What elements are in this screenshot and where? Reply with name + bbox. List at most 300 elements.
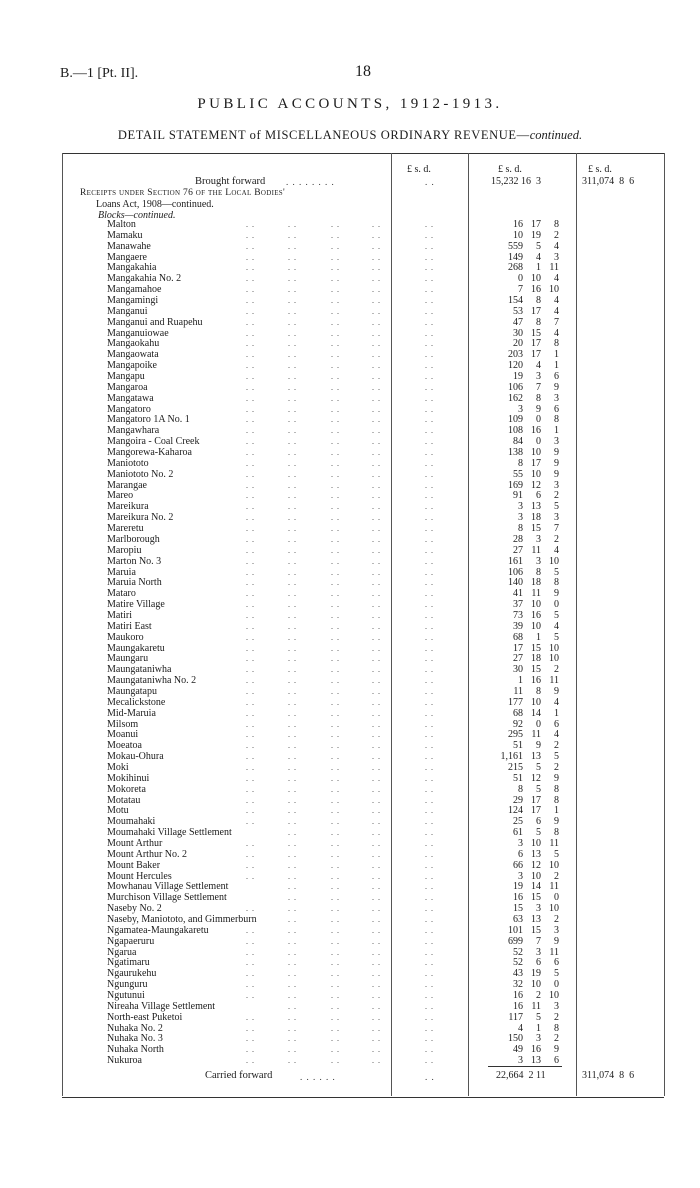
amount-pounds: 124 bbox=[508, 805, 523, 817]
amount-shillings: 8 bbox=[536, 295, 541, 307]
dot-leader: . . bbox=[288, 610, 297, 620]
dot-leader: . . bbox=[246, 263, 255, 273]
amount-shillings: 16 bbox=[531, 1044, 541, 1056]
amount-shillings: 8 bbox=[536, 685, 541, 697]
table-row bbox=[0, 1045, 700, 1056]
dot-leader: . . bbox=[372, 469, 381, 479]
amount-shillings: 14 bbox=[531, 707, 541, 719]
dot-leader: . . bbox=[372, 925, 381, 935]
dot-leader: . . bbox=[425, 469, 434, 479]
dot-leader: . . bbox=[288, 1034, 297, 1044]
amount-pence: 5 bbox=[554, 631, 559, 643]
amount-shillings: 6 bbox=[536, 816, 541, 828]
amount-pounds: 8 bbox=[518, 523, 523, 535]
dot-leader: . . bbox=[288, 991, 297, 1001]
block-name: Moanui bbox=[107, 729, 139, 741]
dot-leader: . . bbox=[331, 404, 340, 414]
dot-leader: . . bbox=[246, 513, 255, 523]
amount-pence: 11 bbox=[549, 881, 559, 893]
amount-shillings: 9 bbox=[536, 740, 541, 752]
dot-leader: . . bbox=[425, 1034, 434, 1044]
dot-leader: . . bbox=[372, 795, 381, 805]
dot-leader: . . bbox=[372, 600, 381, 610]
dot-leader: . . bbox=[331, 361, 340, 371]
amount-shillings: 3 bbox=[536, 903, 541, 915]
amount-pounds: 16 bbox=[513, 1000, 523, 1012]
dot-leader: . . bbox=[331, 241, 340, 251]
dot-leader: . . bbox=[246, 773, 255, 783]
amount-pounds: 16 bbox=[513, 990, 523, 1002]
dot-leader: . . bbox=[372, 306, 381, 316]
amount-shillings: 11 bbox=[531, 588, 541, 600]
block-name: Mount Arthur No. 2 bbox=[107, 848, 187, 860]
amount-pence: 4 bbox=[554, 620, 559, 632]
dot-leader: . . bbox=[246, 806, 255, 816]
dot-leader: . . bbox=[372, 915, 381, 924]
dot-leader: . . bbox=[246, 1023, 255, 1033]
dot-leader: . . bbox=[425, 285, 434, 295]
dot-leader: . . bbox=[372, 361, 381, 371]
dot-leader: . . bbox=[288, 534, 297, 544]
dot-leader: . . bbox=[425, 524, 434, 534]
block-name: Mamaku bbox=[107, 229, 143, 241]
dot-leader: . . bbox=[372, 317, 381, 327]
dot-leader: . . bbox=[288, 838, 297, 848]
section-heading-line3: Blocks—continued. bbox=[98, 210, 176, 221]
block-name: Mecalickstone bbox=[107, 696, 166, 708]
amount-shillings: 6 bbox=[536, 490, 541, 502]
amount-pounds: 51 bbox=[513, 772, 523, 784]
table-row bbox=[0, 698, 700, 709]
amount-shillings: 15 bbox=[531, 924, 541, 936]
amount-pence: 6 bbox=[554, 1055, 559, 1067]
amount-shillings: 16 bbox=[531, 609, 541, 621]
amount-shillings: 11 bbox=[531, 1000, 541, 1012]
amount-pounds: 25 bbox=[513, 816, 523, 828]
dot-leader: . . bbox=[425, 220, 434, 229]
dot-leader: . . bbox=[425, 296, 434, 306]
dot-leader: . . bbox=[425, 980, 434, 990]
amount-pounds: 138 bbox=[508, 447, 523, 459]
dot-leader: . . bbox=[372, 339, 381, 349]
table-row bbox=[0, 893, 700, 904]
amount-pounds: 20 bbox=[513, 338, 523, 350]
dot-leader: . . bbox=[372, 860, 381, 870]
amount-pence: 5 bbox=[554, 848, 559, 860]
dot-leader: . . bbox=[425, 947, 434, 957]
block-name: Maropiu bbox=[107, 544, 142, 556]
amount-shillings: 3 bbox=[536, 533, 541, 545]
dot-leader: . . bbox=[288, 860, 297, 870]
dot-leader: . . bbox=[288, 773, 297, 783]
dot-leader: . . bbox=[288, 915, 297, 924]
amount-pence: 8 bbox=[554, 219, 559, 230]
dot-leader: . . bbox=[331, 382, 340, 392]
dot-leader: . . bbox=[372, 502, 381, 512]
dot-leader: . . bbox=[425, 643, 434, 653]
amount-shillings: 7 bbox=[536, 381, 541, 393]
dot-leader: . . bbox=[331, 437, 340, 447]
dot-leader: . . bbox=[288, 458, 297, 468]
dot-leader: . . bbox=[288, 730, 297, 740]
table-row bbox=[0, 459, 700, 470]
amount-shillings: 5 bbox=[536, 1011, 541, 1023]
dot-leader: . . bbox=[246, 610, 255, 620]
block-name: Maungataniwha bbox=[107, 664, 172, 676]
block-name: Mangaowata bbox=[107, 349, 159, 361]
dot-leader: . . bbox=[288, 220, 297, 229]
block-name: Ngarua bbox=[107, 946, 137, 958]
dot-leader: . . bbox=[288, 339, 297, 349]
dot-leader: . . bbox=[425, 393, 434, 403]
dot-leader: . . bbox=[331, 1001, 340, 1011]
dot-leader: . . bbox=[288, 1045, 297, 1055]
dot-leader: . . bbox=[331, 556, 340, 566]
dot-leader: . . bbox=[246, 404, 255, 414]
amount-pounds: 1,161 bbox=[500, 751, 523, 763]
block-name: Mangawhara bbox=[107, 425, 160, 437]
amount-pence: 3 bbox=[554, 479, 559, 491]
table-row bbox=[0, 937, 700, 948]
amount-pounds: 150 bbox=[508, 1033, 523, 1045]
dot-leader: . . bbox=[425, 1001, 434, 1011]
dot-leader: . . bbox=[246, 795, 255, 805]
amount-pounds: 92 bbox=[513, 718, 523, 730]
dot-leader: . . bbox=[425, 632, 434, 642]
dot-leader: . . bbox=[246, 350, 255, 360]
dot-leader: . . bbox=[246, 567, 255, 577]
amount-pence: 6 bbox=[554, 718, 559, 730]
dot-leader: . . bbox=[246, 241, 255, 251]
dot-leader: . . bbox=[331, 426, 340, 436]
block-name: Mowhanau Village Settlement bbox=[107, 881, 229, 893]
amount-pence: 9 bbox=[554, 685, 559, 697]
dot-leader: . . bbox=[425, 230, 434, 240]
dot-leader: . . bbox=[372, 350, 381, 360]
amount-pounds: 51 bbox=[513, 740, 523, 752]
amount-shillings: 10 bbox=[531, 599, 541, 611]
block-name: Mount Arthur bbox=[107, 837, 163, 849]
dot-leader: . . bbox=[331, 545, 340, 555]
dot-leader: . . bbox=[425, 969, 434, 979]
table-row bbox=[0, 817, 700, 828]
amount-shillings: 10 bbox=[531, 870, 541, 882]
amount-pence: 10 bbox=[549, 859, 559, 871]
dot-leader: . . bbox=[372, 426, 381, 436]
table-row bbox=[0, 861, 700, 872]
dot-leader: . . bbox=[288, 524, 297, 534]
dot-leader: . . bbox=[331, 1034, 340, 1044]
amount-shillings: 0 bbox=[536, 718, 541, 730]
dot-leader: . . bbox=[246, 534, 255, 544]
dot-leader: . . bbox=[246, 480, 255, 490]
dot-leader: . . bbox=[246, 328, 255, 338]
dot-leader: . . bbox=[288, 708, 297, 718]
dot-leader: . . bbox=[425, 697, 434, 707]
dot-leader: . . bbox=[425, 350, 434, 360]
amount-pence: 4 bbox=[554, 696, 559, 708]
amount-shillings: 17 bbox=[531, 338, 541, 350]
amount-pounds: 52 bbox=[513, 957, 523, 969]
amount-pounds: 91 bbox=[513, 490, 523, 502]
amount-pounds: 29 bbox=[513, 794, 523, 806]
dot-leader: . . bbox=[425, 925, 434, 935]
block-name: Mid-Maruia bbox=[107, 707, 156, 719]
dot-leader: . . bbox=[246, 545, 255, 555]
block-name: Ngamatea-Maungakaretu bbox=[107, 924, 209, 936]
dot-leader: . . bbox=[425, 328, 434, 338]
dot-leader: . . bbox=[425, 448, 434, 458]
dot-leader: . . bbox=[246, 600, 255, 610]
dot-leader: . . bbox=[288, 849, 297, 859]
amount-pence: 4 bbox=[554, 273, 559, 285]
amount-pence: 3 bbox=[554, 251, 559, 263]
table-row bbox=[0, 1013, 700, 1024]
dot-leader: . . bbox=[425, 773, 434, 783]
dot-leader: . . bbox=[246, 676, 255, 686]
table-row bbox=[0, 437, 700, 448]
amount-pence: 3 bbox=[554, 924, 559, 936]
amount-shillings: 14 bbox=[531, 881, 541, 893]
table-row bbox=[0, 426, 700, 437]
section-heading-line1: Receipts under Section 76 of the Local Bodies' bbox=[80, 188, 286, 198]
dot-leader: . . bbox=[425, 480, 434, 490]
dot-leader: . . bbox=[288, 491, 297, 501]
block-name: Mangaere bbox=[107, 251, 147, 263]
dot-leader: . . bbox=[425, 458, 434, 468]
dot-leader: . . bbox=[246, 741, 255, 751]
dot-leader: . . bbox=[372, 296, 381, 306]
dot-leader: . . bbox=[331, 274, 340, 284]
dot-leader: . . bbox=[425, 665, 434, 675]
table-row bbox=[0, 980, 700, 991]
dot-leader: . . bbox=[331, 762, 340, 772]
amount-shillings: 2 bbox=[536, 990, 541, 1002]
dot-leader: . . bbox=[331, 306, 340, 316]
dot-leader: . . bbox=[246, 469, 255, 479]
amount-pence: 1 bbox=[554, 805, 559, 817]
dot-leader: . . bbox=[288, 654, 297, 664]
dot-leader: . . bbox=[372, 1001, 381, 1011]
amount-shillings: 0 bbox=[536, 414, 541, 426]
amount-shillings: 17 bbox=[531, 349, 541, 361]
amount-shillings: 5 bbox=[536, 240, 541, 252]
dot-leader: . . bbox=[425, 372, 434, 382]
dot-leader: . . bbox=[372, 437, 381, 447]
table-row bbox=[0, 611, 700, 622]
table-row bbox=[0, 882, 700, 893]
dot-leader: . . bbox=[288, 545, 297, 555]
dot-leader: . . bbox=[331, 415, 340, 425]
block-name: Mangamahoe bbox=[107, 284, 162, 296]
amount-pounds: 15 bbox=[513, 903, 523, 915]
dot-leader: . . bbox=[331, 686, 340, 696]
block-name: Nuhaka No. 2 bbox=[107, 1022, 163, 1034]
dot-leader: . . bbox=[288, 893, 297, 903]
amount-pence: 3 bbox=[554, 1000, 559, 1012]
table-row bbox=[0, 546, 700, 557]
dot-leader: . . bbox=[425, 828, 434, 838]
amount-shillings: 13 bbox=[531, 848, 541, 860]
amount-pence: 8 bbox=[554, 338, 559, 350]
amount-pounds: 295 bbox=[508, 729, 523, 741]
dot-leader: . . bbox=[425, 882, 434, 892]
dot-leader: . . bbox=[331, 860, 340, 870]
amount-pence: 2 bbox=[554, 229, 559, 241]
table-row bbox=[0, 242, 700, 253]
block-name: Nukuroa bbox=[107, 1055, 142, 1067]
dot-leader: . . bbox=[425, 556, 434, 566]
dot-leader: . . bbox=[372, 415, 381, 425]
amount-pounds: 3 bbox=[518, 837, 523, 849]
dot-leader: . . bbox=[246, 697, 255, 707]
dot-leader: . . bbox=[425, 719, 434, 729]
amount-pounds: 699 bbox=[508, 935, 523, 947]
amount-pounds: 3 bbox=[518, 512, 523, 524]
amount-pence: 9 bbox=[554, 447, 559, 459]
amount-shillings: 10 bbox=[531, 620, 541, 632]
amount-shillings: 5 bbox=[536, 783, 541, 795]
amount-pence: 5 bbox=[554, 501, 559, 513]
dot-leader: . . bbox=[425, 578, 434, 588]
dot-leader: . . bbox=[372, 285, 381, 295]
dot-leader: . . bbox=[331, 741, 340, 751]
amount-pence: 8 bbox=[554, 794, 559, 806]
amount-pounds: 3 bbox=[518, 501, 523, 513]
block-name: Maniototo No. 2 bbox=[107, 468, 174, 480]
amount-pounds: 8 bbox=[518, 783, 523, 795]
dot-leader: . . bbox=[331, 958, 340, 968]
dot-leader: . . bbox=[331, 480, 340, 490]
table-row bbox=[0, 513, 700, 524]
block-name: Maungakaretu bbox=[107, 642, 165, 654]
amount-shillings: 19 bbox=[531, 229, 541, 241]
dot-leader: . . bbox=[288, 643, 297, 653]
dot-leader: . . bbox=[288, 285, 297, 295]
dot-leader: . . bbox=[372, 230, 381, 240]
dot-leader: . . bbox=[246, 415, 255, 425]
amount-shillings: 16 bbox=[531, 425, 541, 437]
dot-leader: . . bbox=[372, 665, 381, 675]
dot-leader: . . bbox=[331, 469, 340, 479]
dot-leader: . . bbox=[372, 328, 381, 338]
amount-pounds: 16 bbox=[513, 219, 523, 230]
table-row bbox=[0, 405, 700, 416]
dot-leader: . . bbox=[372, 1023, 381, 1033]
dot-leader: . . bbox=[246, 285, 255, 295]
block-name: Mataro bbox=[107, 588, 136, 600]
dot-leader: . . bbox=[331, 947, 340, 957]
amount-pence: 4 bbox=[554, 240, 559, 252]
dot-leader: . . bbox=[372, 556, 381, 566]
amount-shillings: 8 bbox=[536, 392, 541, 404]
table-row bbox=[0, 394, 700, 405]
dot-leader: . . bbox=[425, 860, 434, 870]
amount-pence: 5 bbox=[554, 968, 559, 980]
dot-leader: . . bbox=[331, 795, 340, 805]
dot-leader: . . bbox=[331, 1045, 340, 1055]
dot-leader: . . bbox=[246, 502, 255, 512]
dot-leader: . . bbox=[331, 296, 340, 306]
block-name: Maniototo bbox=[107, 457, 149, 469]
dot-leader: . . bbox=[331, 773, 340, 783]
block-name: Maruia bbox=[107, 566, 136, 578]
amount-shillings: 10 bbox=[531, 447, 541, 459]
dot-leader: . . bbox=[331, 448, 340, 458]
block-name: Mangatoro 1A No. 1 bbox=[107, 414, 190, 426]
amount-pence: 6 bbox=[554, 371, 559, 383]
dot-leader: . . bbox=[288, 958, 297, 968]
dot-leader: . . bbox=[372, 382, 381, 392]
amount-pence: 7 bbox=[554, 523, 559, 535]
dot-leader: . . bbox=[372, 578, 381, 588]
dot-leader: . . bbox=[288, 404, 297, 414]
dot-leader: . . bbox=[331, 578, 340, 588]
dot-leader: . . bbox=[331, 317, 340, 327]
block-name: Mokihinui bbox=[107, 772, 150, 784]
amount-shillings: 10 bbox=[531, 979, 541, 991]
dot-leader: . . bbox=[246, 838, 255, 848]
dot-leader: . . bbox=[372, 958, 381, 968]
amount-shillings: 13 bbox=[531, 914, 541, 925]
dot-leader: . . bbox=[331, 372, 340, 382]
dot-leader: . . bbox=[331, 252, 340, 262]
block-name: Moumahaki bbox=[107, 816, 156, 828]
block-name: Mareikura bbox=[107, 501, 149, 513]
amount-pence: 8 bbox=[554, 1022, 559, 1034]
dot-leader: . . bbox=[331, 393, 340, 403]
block-name: Ngatimaru bbox=[107, 957, 150, 969]
amount-pounds: 6 bbox=[518, 848, 523, 860]
amount-shillings: 17 bbox=[531, 805, 541, 817]
dot-leader: . . bbox=[288, 676, 297, 686]
amount-pence: 1 bbox=[554, 360, 559, 372]
dot-leader: . . bbox=[372, 752, 381, 762]
dot-leader: . . bbox=[425, 741, 434, 751]
dot-leader: . . bbox=[425, 567, 434, 577]
dot-leader: . . bbox=[331, 524, 340, 534]
amount-shillings: 19 bbox=[531, 968, 541, 980]
amount-pounds: 108 bbox=[508, 425, 523, 437]
amount-pence: 11 bbox=[549, 946, 559, 958]
table-row bbox=[0, 296, 700, 307]
table-row bbox=[0, 220, 700, 231]
dot-leader: . . bbox=[425, 762, 434, 772]
amount-shillings: 18 bbox=[531, 653, 541, 665]
dot-leader: . . bbox=[288, 980, 297, 990]
dot-leader: . . bbox=[425, 686, 434, 696]
dot-leader: . . bbox=[425, 730, 434, 740]
amount-pence: 2 bbox=[554, 664, 559, 676]
dot-leader: . . bbox=[425, 502, 434, 512]
amount-pounds: 68 bbox=[513, 631, 523, 643]
dot-leader: . . bbox=[288, 230, 297, 240]
dot-leader: . . bbox=[425, 708, 434, 718]
table-row bbox=[0, 285, 700, 296]
table-row bbox=[0, 872, 700, 883]
document-reference: B.—1 [Pt. II]. bbox=[60, 66, 139, 81]
dot-leader: . . bbox=[288, 600, 297, 610]
table-row bbox=[0, 785, 700, 796]
table-row bbox=[0, 502, 700, 513]
block-name: Mareretu bbox=[107, 523, 144, 535]
amount-pounds: 84 bbox=[513, 436, 523, 448]
dot-leader: . . bbox=[331, 915, 340, 924]
dot-leader: . . bbox=[372, 404, 381, 414]
statement-subtitle bbox=[0, 128, 700, 143]
dot-leader: . . bbox=[372, 524, 381, 534]
amount-pence: 0 bbox=[554, 892, 559, 904]
